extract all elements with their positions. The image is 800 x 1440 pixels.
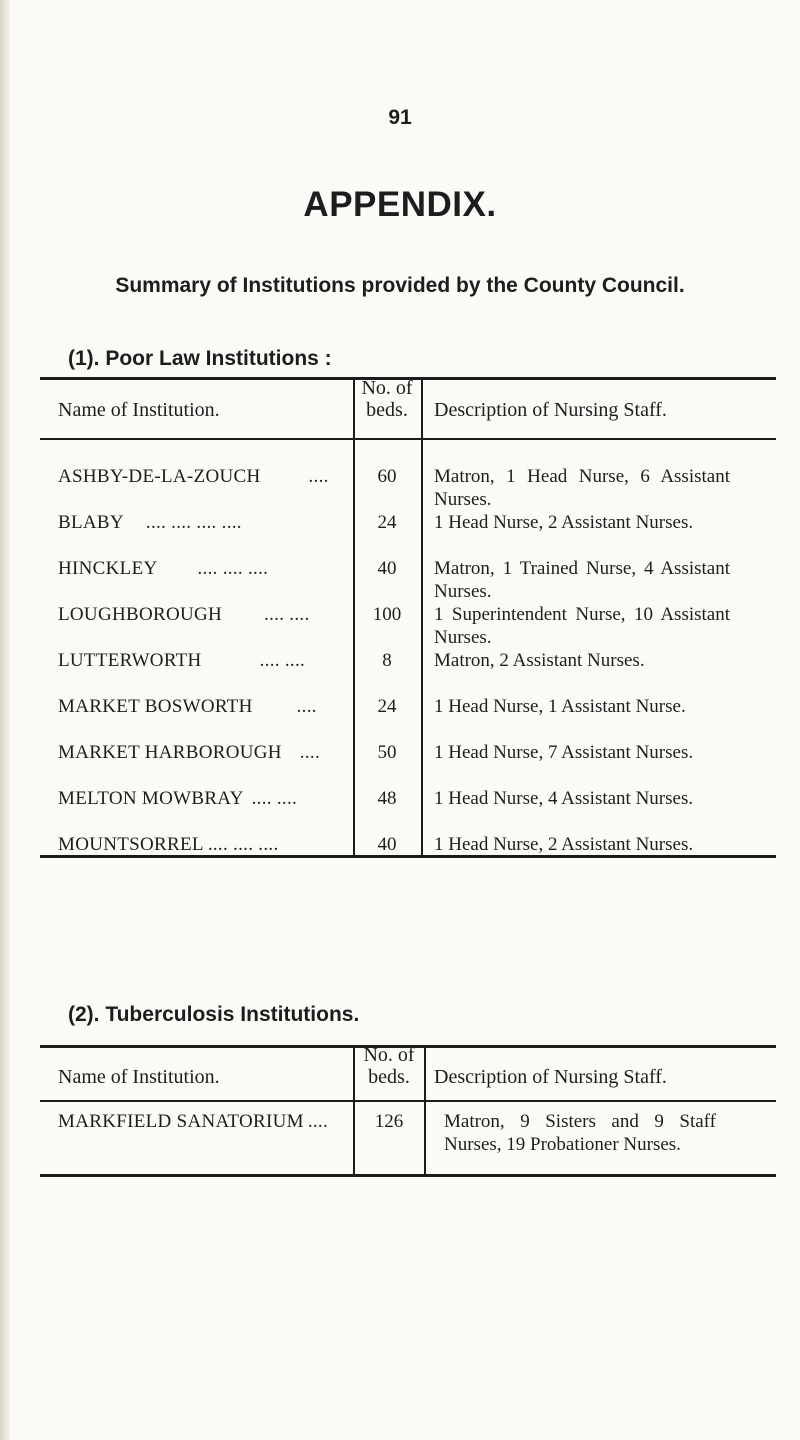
nursing-staff-description: Matron, 2 Assistant Nurses. <box>434 650 645 671</box>
beds-count: 100 <box>372 604 402 625</box>
column-header-beds-line1: No. of <box>361 377 413 399</box>
beds-count: 126 <box>374 1111 404 1132</box>
nursing-staff-description: Matron, 9 Sisters and 9 Staff Nurses, 19 Probationer Nurses. <box>444 1111 716 1155</box>
institution-name: LUTTERWORTH .... .... <box>58 650 306 671</box>
nursing-staff-description: 1 Head Nurse, 2 Assistant Nurses. <box>434 512 694 533</box>
institution-name: ASHBY-DE-LA-ZOUCH .... <box>58 466 329 487</box>
table-header-rule <box>40 438 776 440</box>
column-divider <box>424 1046 426 1175</box>
column-header-name: Name of Institution. <box>58 399 220 421</box>
institution-name: MARKFIELD SANATORIUM .... <box>58 1111 329 1132</box>
institution-name: MARKET BOSWORTH .... <box>58 696 317 717</box>
nursing-staff-description: 1 Head Nurse, 1 Assistant Nurse. <box>434 696 686 717</box>
column-header-beds-line2: beds. <box>368 1066 410 1088</box>
beds-count: 60 <box>377 466 397 487</box>
nursing-staff-description: Matron, 1 Head Nurse, 6 Assistant Nurses. <box>434 466 730 510</box>
beds-count: 40 <box>377 834 397 855</box>
table-header-rule <box>40 1100 776 1102</box>
institution-name: LOUGHBOROUGH .... .... <box>58 604 310 625</box>
institution-name: MOUNTSORREL .... .... .... <box>58 834 279 855</box>
section-heading-poor-law: (1). Poor Law Institutions : <box>68 347 332 370</box>
column-header-description: Description of Nursing Staff. <box>434 399 667 421</box>
column-header-name: Name of Institution. <box>58 1066 220 1088</box>
nursing-staff-description: 1 Head Nurse, 7 Assistant Nurses. <box>434 742 694 763</box>
nursing-staff-description: 1 Head Nurse, 2 Assistant Nurses. <box>434 834 694 855</box>
page-number: 91 <box>388 106 412 129</box>
column-header-beds-line2: beds. <box>366 399 408 421</box>
page-title: APPENDIX. <box>303 185 497 224</box>
nursing-staff-description: 1 Superintendent Nurse, 10 Assistant Nurses. <box>434 604 730 648</box>
nursing-staff-description: 1 Head Nurse, 4 Assistant Nurses. <box>434 788 694 809</box>
beds-count: 48 <box>377 788 397 809</box>
beds-count: 8 <box>382 650 392 671</box>
institution-name: MARKET HARBOROUGH .... <box>58 742 320 763</box>
column-divider <box>421 378 423 856</box>
beds-count: 40 <box>377 558 397 579</box>
nursing-staff-description: Matron, 1 Trained Nurse, 4 Assistant Nurses. <box>434 558 730 602</box>
table-bottom-rule <box>40 1174 776 1177</box>
page-subtitle: Summary of Institutions provided by the County Council. <box>115 274 685 297</box>
institution-name: HINCKLEY .... .... .... <box>58 558 269 579</box>
beds-count: 24 <box>377 512 397 533</box>
beds-count: 24 <box>377 696 397 717</box>
beds-count: 50 <box>377 742 397 763</box>
section-heading-tuberculosis: (2). Tuberculosis Institutions. <box>68 1003 360 1026</box>
institution-name: BLABY .... .... .... .... <box>58 512 242 533</box>
institution-name: MELTON MOWBRAY .... .... <box>58 788 298 809</box>
column-header-description: Description of Nursing Staff. <box>434 1066 667 1088</box>
column-header-beds-line1: No. of <box>363 1044 415 1066</box>
